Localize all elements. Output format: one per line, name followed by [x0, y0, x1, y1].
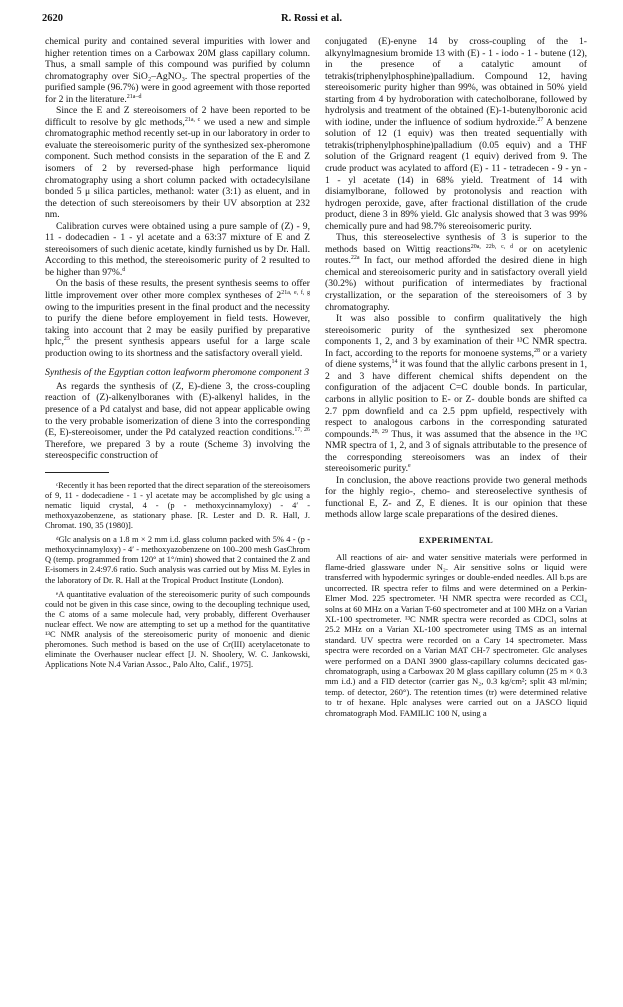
paragraph: It was also possible to confirm qualitatively the high stereoisomeric purity of the synthesized sex pheromone components 1, 2, and 3 by examination of their ¹³C NMR spectra. In fact, according to the reports for monoene systems,$^{28}$ or a variety of diene systems,$^{14}$ it was found that the allylic carbons present in 1, 2 and 3 have different chemical shifts dependent on the configuration of the adjacent C=C double bonds. In particular, carbons in allylic position to E- or Z- double bonds are shifted ca 2.7 ppm downfield and ca 2.5 ppm upfield, respectively with respect to analogous carbons in the corresponding saturated compounds.$^{28, 29}$ Thus, it was assumed that the absence in the ¹³C NMR spectra of 1, 2, and 3 of signals attributable to the presence of the corresponding stereoisomers was an index of their stereoisomeric purity.$^e$	[325, 313, 587, 475]
paragraph: In conclusion, the above reactions provide two general methods for the highly regio-, chemo- and stereoselective synthesis of functional E, Z- and Z, E dienes. It is our opinion that these methods allow large scale preparations of the desired dienes.	[325, 474, 587, 521]
running-title: R. Rossi et al.	[281, 13, 342, 24]
footnote-e: ᵉA quantitative evaluation of the stereoisomeric purity of such compounds could not be given in this case since, owing to the decoupling technique used, the C atoms of a same molecule had, very probably, different Overhauser nuclear effect. We now are attempting to set up a method for the quantitative ¹³C NMR analysis of the stereoisomeric purity of monoenic and dienic pheromones. Such method is based on the use of Cr(III) acetylacetonate to eliminate the Overhauser nuclear effect [J. N. Shoolery, W. C. Jankowski, Applications Note N.4 Varian Assoc., Palo Alto, Calif., 1975].	[45, 589, 310, 670]
paragraph: All reactions of air- and water sensitive materials were performed in flame-dried glassware under N₂. Air sensitive solns or liquid were transferred with hypodermic syringes or double-ended needles. All b.ps are uncorrected. IR spectra refer to films and were determined on a Perkin-Elmer Mod. 225 spectrometer. ¹H NMR spectra were recorded as CCl₄ solns at 60 MHz on a Varian T-60 spectrometer and at 100 MHz on a Varian XL-100 spectrometer. ¹³C NMR spectra were recorded as CDCl₃ solns at 25.2 MHz on a Varian XL-100 spectrometer using TMS as an internal standard. UV spectra were recorded on a Cary 14 spectrometer. Mass spectra were recorded on a Varian MAT CH-7 spectrometer. Glc analyses were performed on a DANI 3900 glass-capillary columns decicated gas-chromatograph, using a Carbowax 20 M glass capillary column (25 m × 0.3 mm i.d.) and a FID detector (carrier gas N₂, 0.3 kg/cm²; split 43 ml/min; temp. of detector, 260°). The retention times (tr) were determined relative to tr of hexane. Hplc analyses were carried out on a JASCO liquid chromatograph Mod. FAMILIC 100 N, using a	[325, 551, 587, 718]
footnote-divider	[45, 472, 109, 473]
left-column	[45, 36, 310, 674]
section-heading: Synthesis of the Egyptian cotton leafworm pheromone component 3	[45, 367, 310, 379]
footnotes	[45, 481, 310, 671]
paragraph: Thus, this stereoselective synthesis of 3 is superior to the methods based on Wittig reactions$^{20a, 22b, c, d}$ or on acetylenic routes.$^{22a}$ In fact, our method afforded the desired diene in high chemical and stereoisomeric purity and in satisfactory overall yield (30.2%) without purification of intermediates by fractional crystallization, or the separation of the stereoisomers of 3 by chromatography.	[325, 232, 588, 313]
page-number: 2620	[42, 13, 63, 24]
right-column	[325, 36, 587, 718]
paragraph: Since the E and Z stereoisomers of 2 have been reported to be difficult to resolve by glc methods,$^{21a, c}$ we used a new and simple chromatographic method recently set-up in our laboratory in order to evaluate the stereoisomeric purity of the synthesized sex-pheromone component. Such method consists in the separation of the E and Z isomers of 2 by reversed-phase high performance liquid chromatography using a short column packed with octadecylsilane bonded 5 μ silica particles, methanol: water (3:1) as eluent, and in the detection of such stereoisomers by their UV absorption at 232 nm.	[45, 105, 310, 221]
experimental-text	[325, 552, 587, 719]
paragraph: On the basis of these results, the present synthesis seems to offer little improvement over other more complex syntheses of $2^{21a, e, f, g}$ owing to the impurities present in the final product and the necessity to purify the diene before employement in field tests. However, taking into account that 2 may be easily purified by preparative hplc,$^{25}$ the present synthesis appears useful for a large scale production owing to its shortness and the satisfactory overall yield.	[45, 278, 310, 359]
paragraph: As regards the synthesis of (Z, E)-diene 3, the cross-coupling reaction of (Z)-alkenylboranes with (E)-alkenyl halides, in the presence of a Pd catalyst and base, did not appear applicable owing to the very probable isomerization of diene 3 into the corresponding (E, E)-stereoisomer, under the Pd catalyzed reaction conditions.$^{17, 26}$ Therefore, we prepared 3 by a route (Scheme 3) involving the stereospecific construction of	[45, 380, 311, 462]
paragraph: conjugated (E)-enyne 14 by cross-coupling of the 1-alkynylmagnesium bromide 13 with (E) - 1 - iodo - 1 - butene (12), in the presence of a catalytic amount of tetrakis(triphenylphosphine)palladium. Compound 12, having stereoisomeric purity higher than 99%, was obtained in 50% yield starting from 4 by hydroboration with catecholborane, followed by hydrolysis and treatment of the obtained (E)-1-butenylboronic acid with iodine, under the influence of sodium hydroxide.$^{27}$ A benzene solution of 12 (1 equiv) was then treated sequentially with tetrakis(triphenylphosphine)palladium (0.05 equiv) and a THF solution of the Grignard reagent (1 equiv) derived from 9. The crude product was acylated to afford (E) - 11 - tetradecen - 9 - yn - 1 - yl acetate (14) in 68% yield. Treatment of 14 with disiamylborane, followed by protonolysis and reaction with hydrogen peroxide, gave, after fractional distillation of the crude product, diene 3 in 89% yield. Glc analysis showed that 3 was 99% chemically pure and had 98.7% stereoisomeric purity.	[325, 36, 587, 232]
footnote-c: ᶜRecently it has been reported that the direct separation of the stereoisomers of 9, 11 - dodecadiene - 1 - yl acetate may be accomplished by glc using a nematic liquid crystal, 4 - (p - methoxycinnamyloxy) - 4′ - methoxyazobenzene, as stationary phase. [R. Lester and D. R. Hall, J. Chromat. 190, 35 (1980)].	[45, 480, 310, 531]
footnote-d: ᵈGlc analysis on a 1.8 m × 2 mm i.d. glass column packed with 5% 4 - (p - methoxycinnamyloxy) - 4′ - methoxyazobenzene on 100–200 mesh GasChrom Q (temp. programmed from 120° at 1°/min) showed that 2 contained the Z and E-isomers in 2.4:97.6 ratio. Such analysis was carried out by Miss M. Eyles in the laboratory of Dr. R. Hall at the Tropical Product Institute (London).	[45, 535, 310, 585]
experimental-heading: EXPERIMENTAL	[418, 534, 494, 545]
paragraph: chemical purity and contained several impurities with lower and higher retention times on a Carbowax 20M glass capillary column. Thus, a small sample of this compound was purified by column chromatography over SiO₂–AgNO₃. The spectral properties of the purified sample (96.7%) were in good agreement with those reported for 2 in the literature.$^{21a-d}$	[45, 36, 310, 105]
paragraph: Calibration curves were obtained using a pure sample of (Z) - 9, 11 - dodecadien - 1 - yl acetate and a 63:37 mixture of E and Z stereoisomers of such dienic acetate, kindly furnished us by Dr. Hall. According to this method, the stereoisomeric purity of 2 resulted to be higher than 97%.$^d$	[45, 220, 310, 278]
